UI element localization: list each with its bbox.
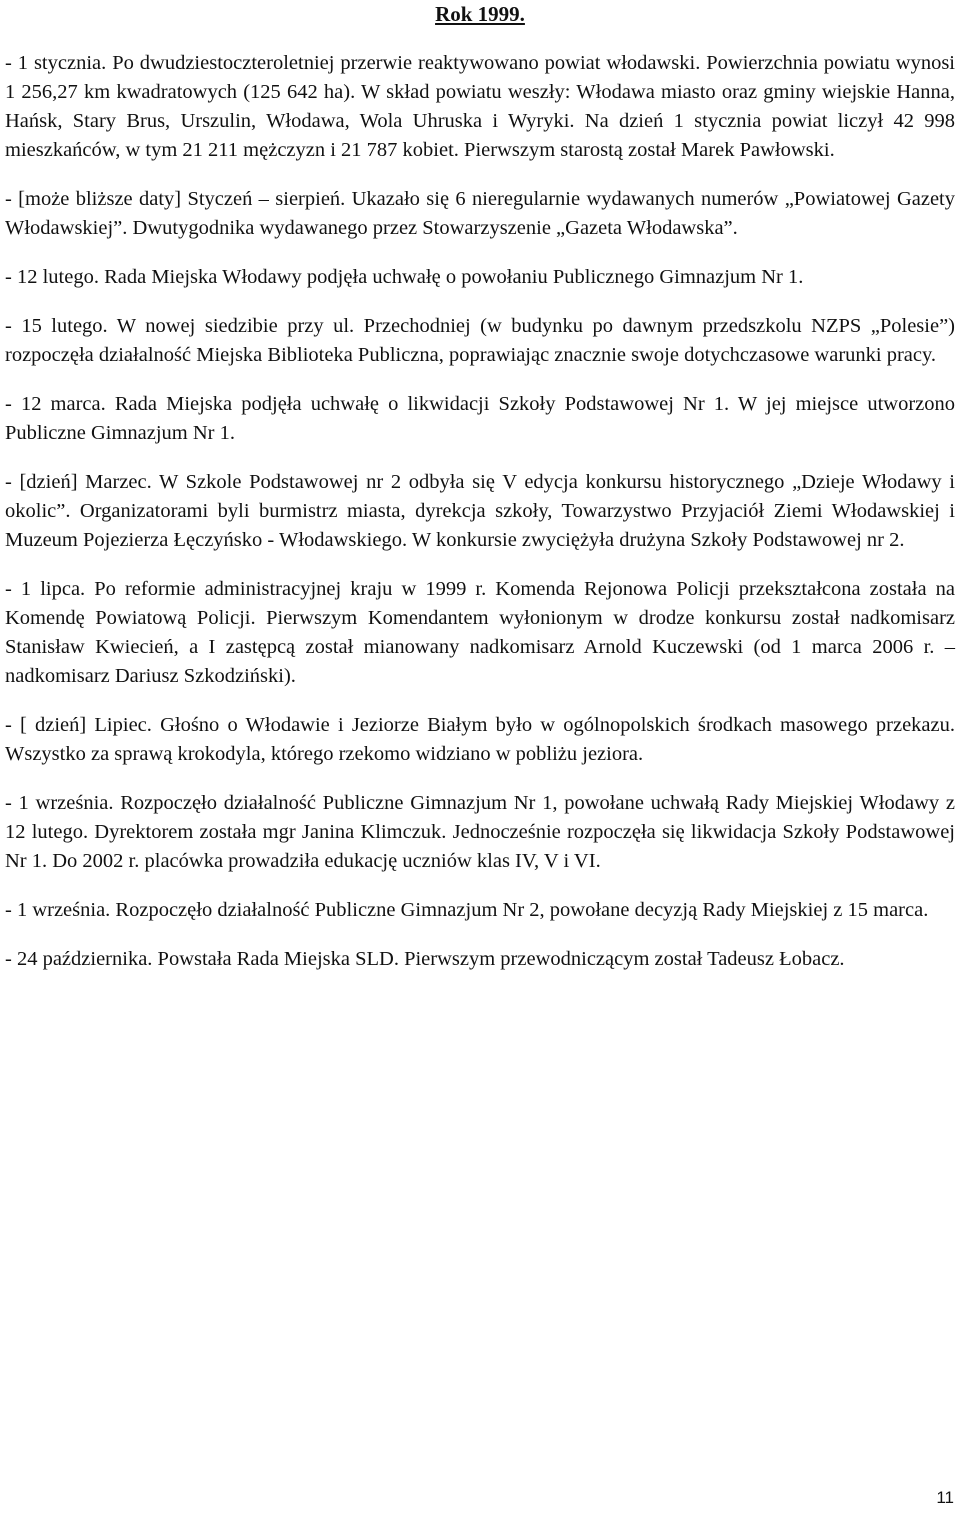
entry-1-wrzesnia-gimnazjum-1: - 1 września. Rozpoczęło działalność Publiczne Gimnazjum Nr 1, powołane uchwałą Rady Miejskiej Włodawy z 12 lutego. Dyrektorem została mgr Janina Klimczuk. Jednocześnie rozpoczęła się likwidacja Szkoły Podstawowej Nr 1. Do 2002 r. placówka prowadziła edukację uczniów klas IV, V i VI. [5,792,955,872]
entry-styczen-sierpien: - [może bliższe daty] Styczeń – sierpień. Ukazało się 6 nieregularnie wydawanych numerów „Powiatowej Gazety Włodawskiej”. Dwutygodnika wydawanego przez Stowarzyszenie „Gazeta Włodawska”. [5,188,955,239]
entry-1-stycznia: - 1 stycznia. Po dwudziestoczteroletniej przerwie reaktywowano powiat włodawski. Powierzchnia powiatu wynosi 1 256,27 km kwadratowych (125 642 ha). W skład powiatu weszły: Włodawa miasto oraz gminy wiejskie Hanna, Hańsk, Stary Brus, Urszulin, Włodawa, Wola Uhruska i Wyryki. Na dzień 1 stycznia powiat liczył 42 998 mieszkańców, w tym 21 211 mężczyzn i 21 787 kobiet. Pierwszym starostą został Marek Pawłowski. [5,52,955,161]
entry-12-marca: - 12 marca. Rada Miejska podjęła uchwałę o likwidacji Szkoły Podstawowej Nr 1. W jej miejsce utworzono Publiczne Gimnazjum Nr 1. [5,393,955,444]
entry-12-lutego: - 12 lutego. Rada Miejska Włodawy podjęła uchwałę o powołaniu Publicznego Gimnazjum Nr 1. [5,266,804,288]
entry-1-lipca: - 1 lipca. Po reformie administracyjnej kraju w 1999 r. Komenda Rejonowa Policji przekształcona została na Komendę Powiatową Policji. Pierwszym Komendantem wyłonionym w drodze konkursu został nadkomisarz Stanisław Kwiecień, a I zastępcą został mianowany nadkomisarz Arnold Kuczewski (od 1 marca 2006 r. – nadkomisarz Dariusz Szkodziński). [5,578,955,687]
entry-lipiec: - [ dzień] Lipiec. Głośno o Włodawie i Jeziorze Białym było w ogólnopolskich środkach masowego przekazu. Wszystko za sprawą krokodyla, którego rzekomo widziano w pobliżu jeziora. [5,714,955,765]
entry-marzec: - [dzień] Marzec. W Szkole Podstawowej nr 2 odbyła się V edycja konkursu historycznego „Dzieje Włodawy i okolic”. Organizatorami byli burmistrz miasta, dyrekcja szkoły, Towarzystwo Przyjaciół Ziemi Włodawskiej i Muzeum Pojezierza Łęczyńsko - Włodawskiego. W konkursie zwyciężyła drużyna Szkoły Podstawowej nr 2. [5,471,955,551]
entry-24-pazdziernika: - 24 października. Powstała Rada Miejska SLD. Pierwszym przewodniczącym został Tadeusz Łobacz. [5,948,845,970]
document-title: Rok 1999. [435,2,525,26]
entry-15-lutego: - 15 lutego. W nowej siedzibie przy ul. Przechodniej (w budynku po dawnym przedszkolu NZPS „Polesie”) rozpoczęła działalność Miejska Biblioteka Publiczna, poprawiając znacznie swoje dotychczasowe warunki pracy. [5,315,955,366]
entry-1-wrzesnia-gimnazjum-2: - 1 września. Rozpoczęło działalność Publiczne Gimnazjum Nr 2, powołane decyzją Rady Miejskiej z 15 marca. [5,899,929,921]
document-page [5,0,955,974]
page-number: 11 [936,1488,954,1507]
